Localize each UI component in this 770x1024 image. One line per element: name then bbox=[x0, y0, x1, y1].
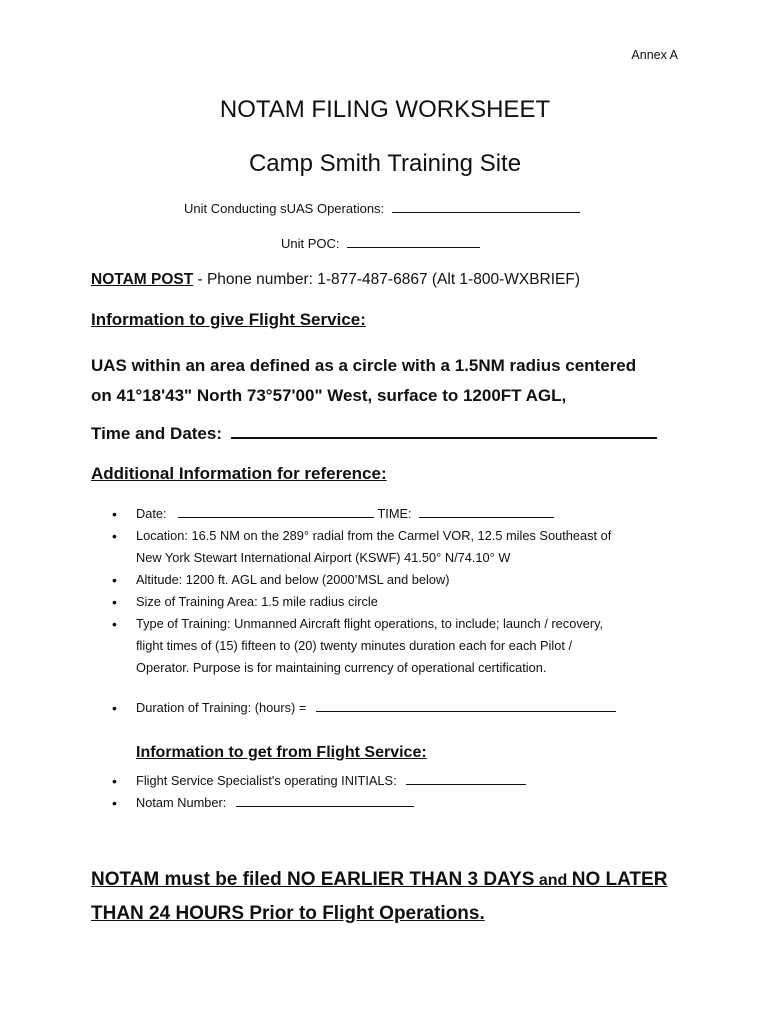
time-label: TIME: bbox=[377, 506, 412, 521]
uas-line-2: on 41°18'43" North 73°57'00" West, surface to 1200FT AGL, bbox=[91, 386, 567, 405]
info-give-part2: Flight Service: bbox=[248, 310, 366, 329]
type-line-1: • Type of Training: Unmanned Aircraft flight operations, to include; launch / recovery, bbox=[136, 616, 604, 631]
get-list bbox=[110, 770, 670, 814]
notam-post-phone: - Phone number: 1-877-487-6867 (Alt 1-800-WXBRIEF) bbox=[193, 271, 581, 288]
date-blank[interactable] bbox=[178, 505, 374, 518]
type-line-2: flight times of (15) fifteen to (20) twenty minutes duration each for each Pilot / bbox=[136, 638, 573, 653]
time-blank[interactable] bbox=[419, 505, 554, 518]
unit-poc-row bbox=[281, 235, 480, 251]
type-line-3: Operator. Purpose is for maintaining currency of operational certification. bbox=[136, 660, 547, 675]
time-dates-blank[interactable] bbox=[231, 423, 657, 439]
footer-line-1 bbox=[91, 863, 691, 897]
list-item bbox=[110, 697, 670, 719]
list-item bbox=[110, 792, 670, 814]
unit-conducting-blank[interactable] bbox=[392, 200, 580, 213]
notam-post-line bbox=[91, 271, 580, 289]
date-label: Date: bbox=[136, 506, 167, 521]
location-line-2: New York Stewart International Airport (KSWF) 41.50° N/74.10° W bbox=[136, 550, 511, 565]
notam-number-blank[interactable] bbox=[236, 794, 414, 807]
duration-blank[interactable] bbox=[316, 699, 616, 712]
page-subtitle: Camp Smith Training Site bbox=[248, 150, 522, 177]
time-dates-label: Time and Dates: bbox=[91, 424, 223, 443]
page-title: NOTAM FILING WORKSHEET bbox=[219, 96, 551, 123]
location-line-1: • Location: 16.5 NM on the 289° radial from the Carmel VOR, 12.5 miles Southeast of bbox=[136, 528, 612, 543]
size-text: Size of Training Area: 1.5 mile radius circle bbox=[136, 594, 378, 609]
info-give-heading bbox=[91, 310, 366, 330]
list-item bbox=[110, 613, 670, 679]
list-item bbox=[110, 591, 670, 613]
notam-number-label: Notam Number: bbox=[136, 795, 227, 810]
footer-line-2: THAN 24 HOURS Prior to Flight Operations. bbox=[91, 903, 485, 924]
unit-poc-blank[interactable] bbox=[347, 235, 480, 248]
info-get-heading: Information to get from Flight Service: bbox=[136, 744, 427, 761]
initials-label: Flight Service Specialist's operating INITIALS: bbox=[136, 773, 397, 788]
list-item bbox=[110, 503, 670, 525]
filing-deadline-notice bbox=[91, 863, 691, 930]
list-item bbox=[110, 569, 670, 591]
reference-list bbox=[110, 503, 670, 679]
uas-area-description bbox=[91, 351, 691, 411]
unit-poc-label: Unit POC: bbox=[281, 236, 340, 251]
uas-line-1: UAS within an area defined as a circle with a 1.5NM radius centered bbox=[91, 356, 637, 375]
notam-post-label: NOTAM POST bbox=[91, 271, 194, 288]
unit-conducting-label: Unit Conducting sUAS Operations: bbox=[184, 201, 385, 216]
annex-label: Annex A bbox=[631, 48, 678, 62]
altitude-text: Altitude: 1200 ft. AGL and below (2000’MSL and below) bbox=[136, 572, 450, 587]
unit-conducting-row bbox=[184, 200, 580, 216]
info-give-part1: Information to give bbox=[91, 310, 244, 329]
footer-part1: NOTAM must be filed NO EARLIER THAN 3 DAYS bbox=[91, 869, 535, 890]
footer-and: and bbox=[534, 872, 572, 889]
list-item bbox=[110, 770, 670, 792]
time-dates-row bbox=[91, 423, 657, 444]
list-item bbox=[110, 525, 670, 569]
initials-blank[interactable] bbox=[406, 772, 526, 785]
additional-info-heading: Additional Information for reference: bbox=[91, 464, 387, 483]
duration-label: Duration of Training: (hours) = bbox=[136, 700, 307, 715]
duration-list bbox=[110, 697, 670, 719]
footer-part2: NO LATER bbox=[571, 869, 668, 890]
